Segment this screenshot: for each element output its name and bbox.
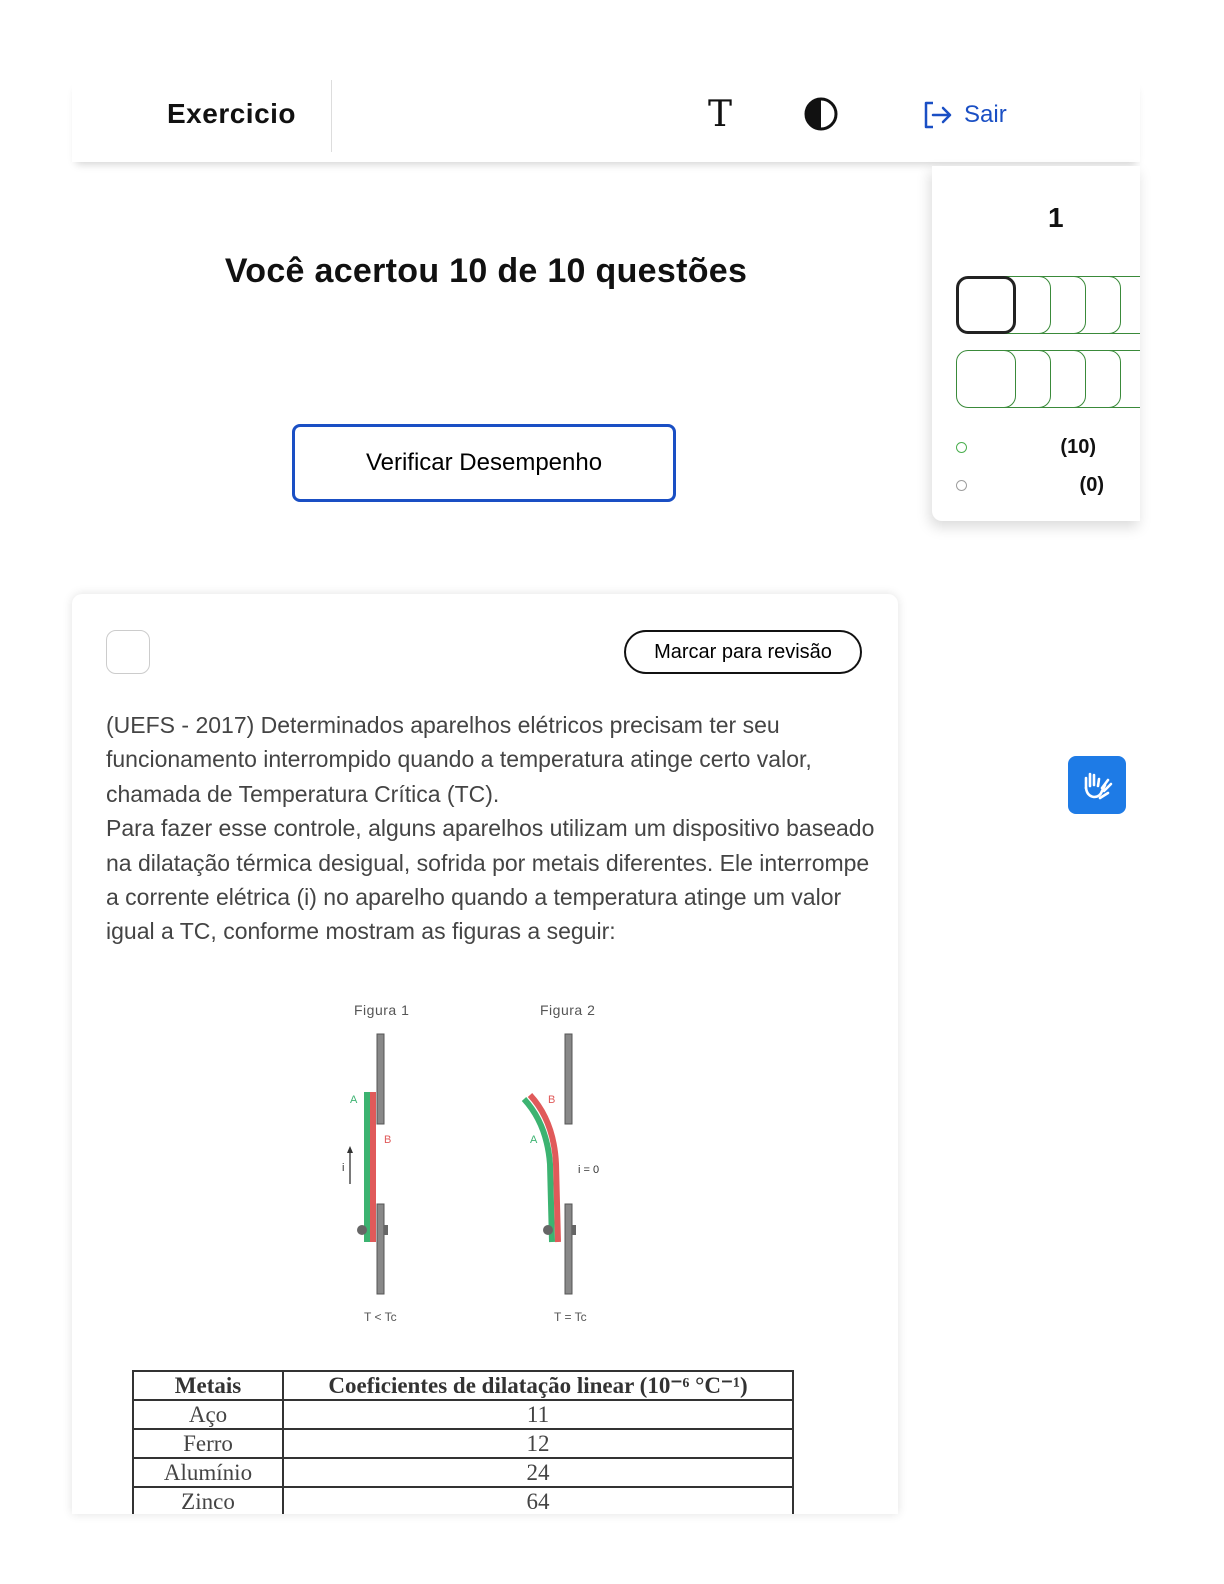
- table-row: [133, 1429, 793, 1458]
- mark-for-review-button[interactable]: Marcar para revisão: [624, 630, 862, 674]
- wrong-dot-icon: [956, 480, 967, 491]
- result-title: Você acertou 10 de 10 questões: [224, 252, 748, 290]
- header-divider: [331, 80, 332, 152]
- wrong-count: (0): [1079, 474, 1104, 496]
- zero-current-label: i = 0: [578, 1164, 600, 1176]
- current-label: i: [342, 1162, 345, 1174]
- question-box[interactable]: [956, 350, 1016, 408]
- verify-performance-button[interactable]: Verificar Desempenho: [292, 424, 676, 502]
- table-header: Coeficientes de dilatação linear (10⁻⁶ °C⁻¹): [283, 1371, 793, 1400]
- contrast-button[interactable]: [804, 97, 838, 131]
- page-title: Exercicio: [167, 98, 297, 129]
- logout-icon: [922, 100, 954, 130]
- metal-b-label: B: [548, 1094, 556, 1106]
- sign-language-hands-icon: [1078, 766, 1116, 804]
- figure-1-label: Figura 1: [354, 1002, 410, 1018]
- logout-button[interactable]: [922, 100, 1007, 130]
- question-paragraph: (UEFS - 2017) Determinados aparelhos elétricos precisam ter seu funcionamento interrompido quando a temperatura atinge certo valor, chamada de Temperatura Crítica (TC).: [106, 712, 812, 807]
- table-cell: 64: [283, 1487, 793, 1514]
- question-paragraph: Para fazer esse controle, alguns aparelhos utilizam um dispositivo baseado na dilatação térmica desigual, sofrida por metais diferentes. Ele interrompe a corrente elétrica (i) no aparelho quando a temperatura atinge um valor igual a TC, conforme mostram as figuras a seguir:: [106, 815, 875, 945]
- figure-2-caption: T = Tc: [554, 1310, 587, 1324]
- table-header: Metais: [133, 1371, 283, 1400]
- question-card: [72, 594, 898, 1514]
- sign-language-button[interactable]: [1068, 756, 1126, 814]
- legend-wrong: [956, 474, 1126, 498]
- question-row: [956, 276, 1140, 338]
- metal-a-label: A: [350, 1094, 358, 1106]
- figure-2-label: Figura 2: [540, 1002, 596, 1018]
- question-box-current[interactable]: [956, 276, 1016, 334]
- top-bar: [72, 80, 1140, 162]
- correct-count: (10): [1060, 436, 1096, 458]
- question-checkbox[interactable]: [106, 630, 150, 674]
- question-grid: [956, 276, 1140, 424]
- table-row: [133, 1400, 793, 1429]
- table-row: [133, 1458, 793, 1487]
- table-cell: Alumínio: [133, 1458, 283, 1487]
- metal-a-label: A: [530, 1134, 538, 1146]
- table-header-row: [133, 1371, 793, 1400]
- table-cell: Ferro: [133, 1429, 283, 1458]
- contrast-icon: [804, 97, 838, 131]
- current-question-number: 1: [1048, 202, 1064, 233]
- question-navigator: [932, 166, 1140, 521]
- dilation-table: [132, 1370, 794, 1514]
- table-cell: 12: [283, 1429, 793, 1458]
- font-size-button[interactable]: T: [708, 94, 733, 135]
- bimetal-diagram: [342, 994, 612, 1324]
- table-row: [133, 1487, 793, 1514]
- bimetal-figure: [342, 994, 612, 1334]
- metal-b-label: B: [384, 1134, 392, 1146]
- figure-1-caption: T < Tc: [364, 1310, 397, 1324]
- table-cell: Zinco: [133, 1487, 283, 1514]
- legend-correct: [956, 436, 1126, 460]
- question-text: [106, 708, 876, 949]
- table-cell: 11: [283, 1400, 793, 1429]
- table-cell: Aço: [133, 1400, 283, 1429]
- question-row: [956, 350, 1140, 412]
- logout-label: Sair: [964, 101, 1007, 128]
- table-cell: 24: [283, 1458, 793, 1487]
- correct-dot-icon: [956, 442, 967, 453]
